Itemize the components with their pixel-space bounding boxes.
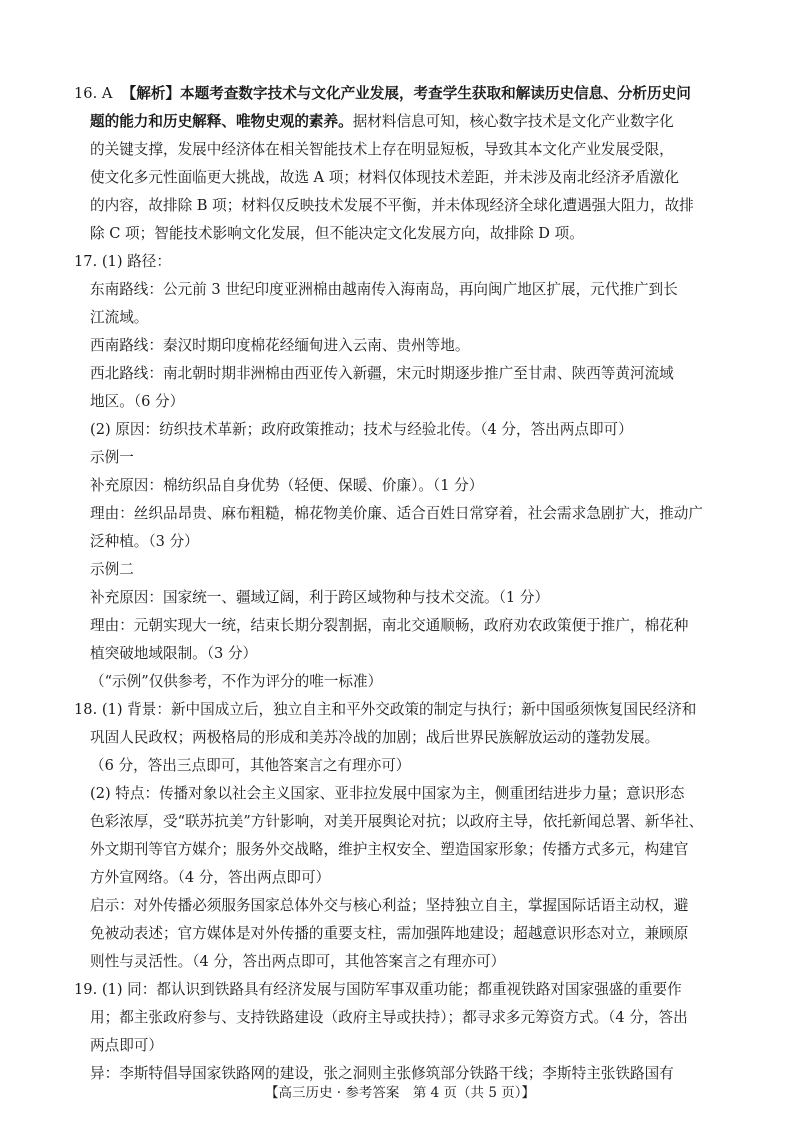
q16-number: 16. A [74,85,113,102]
q16-line-2 [90,112,674,132]
q16-analysis-heading: 【解析】本题考查数字技术与文化产业发展，考查学生获取和解读历史信息、分析历史问 [121,85,691,102]
q17-line-5: 西北路线：南北朝时期非洲棉由西亚传入新疆，宋元时期逐步推广至甘肃、陕西等黄河流域 [90,365,674,382]
q19-line-4: 异：李斯特倡导国家铁路网的建设，张之洞则主张修筑部分铁路干线；李斯特主张铁路国有 [90,1065,674,1082]
page-footer: 【高三历史 · 参考答案 第 4 页（共 5 页）】 [265,1085,535,1101]
q17-line-7: (2) 原因：纺织技术革新；政府政策推动；技术与经验北传。（4 分，答出两点即可） [90,421,633,438]
q19-line-3: 两点即可） [90,1037,163,1054]
q16-line-6: 除 C 项；智能技术影响文化发展，但不能决定文化发展方向，故排除 D 项。 [90,225,584,242]
q18-line-2: 巩固人民政权；两极格局的形成和美苏冷战的加剧；战后世界民族解放运动的蓬勃发展。 [90,729,660,746]
q16-line-1 [74,84,691,104]
q16-analysis-heading-cont: 题的能力和历史解释、唯物史观的素养。 [90,113,353,130]
q17-line-10: 理由：丝织品昂贵、麻布粗糙，棉花物美价廉、适合百姓日常穿着，社会需求急剧扩大，推动广 [90,505,703,522]
q17-line-15: 植突破地域限制。（3 分） [90,645,258,662]
q18-line-5: 色彩浓厚，受“联苏抗美”方针影响，对美开展舆论对抗；以政府主导，依托新闻总署、新华社、 [90,813,704,830]
q19-line-1: 19. (1) 同：都认识到铁路具有经济发展与国防军事双重功能；都重视铁路对国家强盛的重要作 [74,981,682,998]
q17-line-13: 补充原因：国家统一、疆域辽阔，利于跨区域物种与技术交流。（1 分） [90,589,550,606]
q18-line-9: 免被动表述；官方媒体是对外传播的重要支柱，需加强阵地建设；超越意识形态对立，兼顾原 [90,925,689,942]
q19-line-2: 用；都主张政府参与、支持铁路建设（政府主导或扶持）；都寻求多元筹资方式。（4 分，答出 [90,1009,688,1026]
q16-line-3: 的关键支撑，发展中经济体在相关智能技术上存在明显短板，导致其本文化产业发展受限， [90,141,674,158]
q17-line-12: 示例二 [90,561,134,578]
q17-line-16: （“示例”仅供参考，不作为评分的唯一标准） [90,673,383,690]
q18-line-8: 启示：对外传播必须服务国家总体外交与核心利益；坚持独立自主，掌握国际话语主动权，避 [90,897,689,914]
q17-line-9: 补充原因：棉纺织品自身优势（轻便、保暖、价廉）。（1 分） [90,477,484,494]
q18-line-3: （6 分，答出三点即可，其他答案言之有理亦可） [90,757,411,774]
q17-line-8: 示例一 [90,449,134,466]
q18-line-10: 则性与灵活性。（4 分，答出两点即可，其他答案言之有理亦可） [90,953,506,970]
q18-line-6: 外文期刊等官方媒介；服务外交战略，维护主权安全、塑造国家形象；传播方式多元，构建官 [90,841,689,858]
q16-line-4: 使文化多元性面临更大挑战，故选 A 项；材料仅体现技术差距，并未涉及南北经济矛盾激化 [90,169,679,186]
q17-line-4: 西南路线：秦汉时期印度棉花经缅甸进入云南、贵州等地。 [90,337,470,354]
q17-line-2: 东南路线：公元前 3 世纪印度亚洲棉由越南传入海南岛，再向闽广地区扩展，元代推广到长 [90,281,678,298]
q16-line-5: 的内容，故排除 B 项；材料仅反映技术发展不平衡，并未体现经济全球化遭遇强大阻力，故排 [90,197,694,214]
q18-line-7: 方外宣网络。（4 分，答出两点即可） [90,869,331,886]
q17-line-11: 泛种植。（3 分） [90,533,199,550]
q17-line-6: 地区。（6 分） [90,393,185,410]
q18-line-4: (2) 特点：传播对象以社会主义国家、亚非拉发展中国家为主，侧重团结进步力量；意识形态 [90,785,685,802]
q17-line-1: 17. (1) 路径： [74,253,171,270]
q18-line-1: 18. (1) 背景：新中国成立后，独立自主和平外交政策的制定与执行；新中国亟须恢复国民经济和 [74,701,697,718]
q17-line-14: 理由：元朝实现大一统，结束长期分裂割据，南北交通顺畅，政府劝农政策便于推广，棉花种 [90,617,689,634]
q16-analysis-text: 据材料信息可知，核心数字技术是文化产业数字化 [352,113,674,130]
q17-line-3: 江流域。 [90,309,149,326]
